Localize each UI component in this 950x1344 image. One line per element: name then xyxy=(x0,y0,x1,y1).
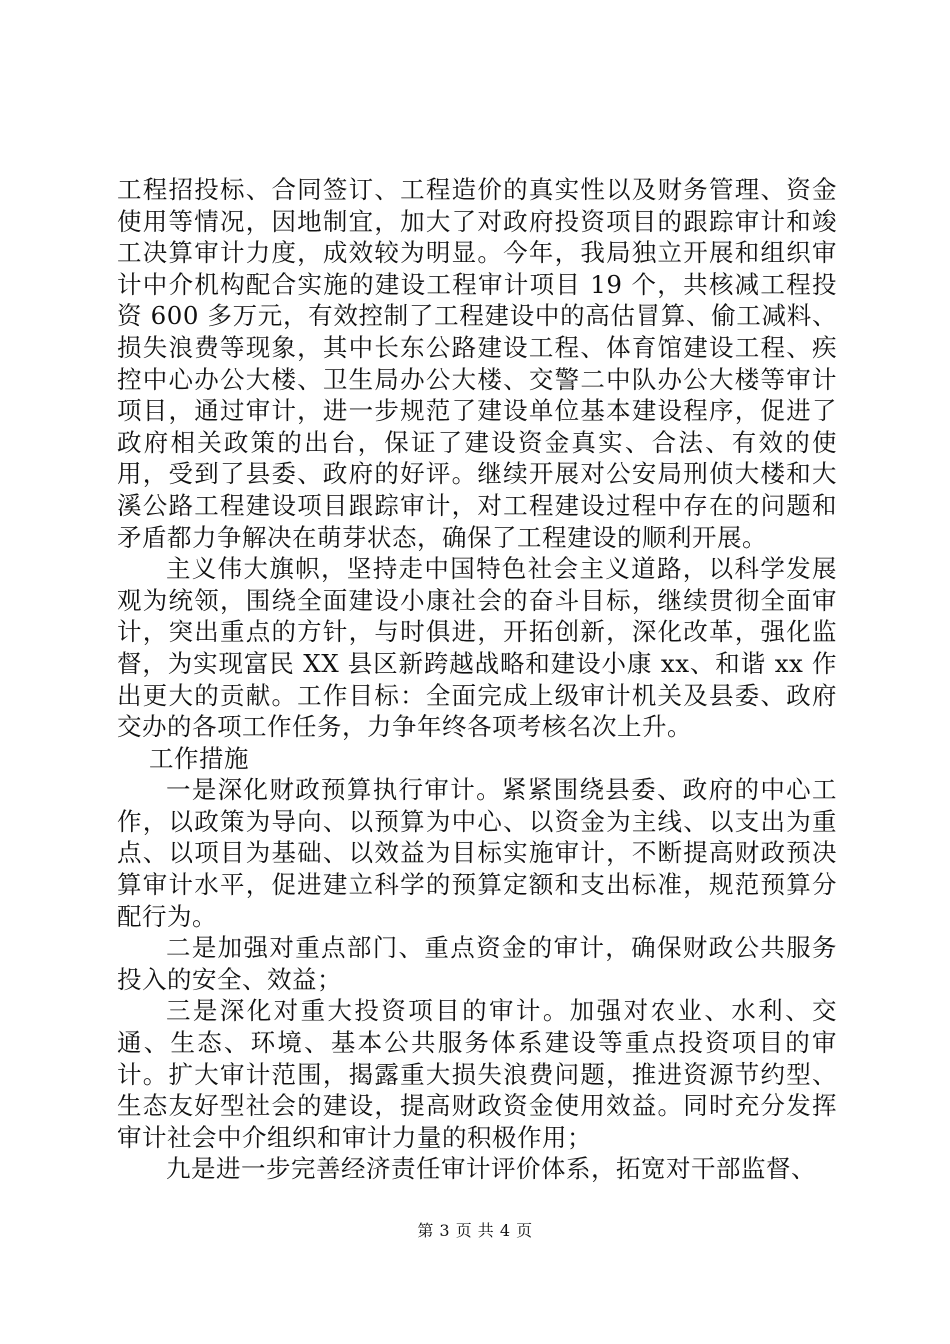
paragraph-measure-nine: 九是进一步完善经济责任审计评价体系，拓宽对干部监督、 xyxy=(166,1154,816,1184)
section-heading-measures: 工作措施 xyxy=(149,743,249,773)
paragraph-construction-audit: 工程招投标、合同签订、工程造价的真实性以及财务管理、资金使用等情况，因地制宜，加大了对政府投资项目的跟踪审计和竣工决算审计力度，成效较为明显。今年，我局独立开展和组织审计中介机构配合实施的建设工程审计项目 19 个，共核减工程投资 600 多万元，有效控制了工程建设中的高估冒算、偷工减料、损失浪费等现象，其中长东公路建设工程、体育馆建设工程、疾控中心办公大楼、卫生局办公大楼、交警二中队办公大楼等审计项目，通过审计，进一步规范了建设单位基本建设程序，促进了政府相关政策的出台，保证了建设资金真实、合法、有效的使用，受到了县委、政府的好评。继续开展对公安局刑侦大楼和大溪公路工程建设项目跟踪审计，对工程建设过程中存在的问题和矛盾都力争解决在萌芽状态，确保了工程建设的顺利开展。 xyxy=(117,175,837,552)
paragraph-measure-two: 二是加强对重点部门、重点资金的审计，确保财政公共服务投入的安全、效益； xyxy=(117,933,837,994)
paragraph-guiding-principles: 主义伟大旗帜，坚持走中国特色社会主义道路，以科学发展观为统领，围绕全面建设小康社会的奋斗目标，继续贯彻全面审计，突出重点的方针，与时俱进，开拓创新，深化改革，强化监督，为实现富民 XX 县区新跨越战略和建设小康 xx、和谐 xx 作出更大的贡献。工作目标：全面完成上级审计机关及县委、政府交办的各项工作任务，力争年终各项考核名次上升。 xyxy=(117,554,837,742)
document-body xyxy=(117,174,837,1185)
page-number-footer: 第 3 页 共 4 页 xyxy=(417,1221,533,1240)
paragraph-measure-one: 一是深化财政预算执行审计。紧紧围绕县委、政府的中心工作，以政策为导向、以预算为中心、以资金为主线、以支出为重点、以项目为基础、以效益为目标实施审计，不断提高财政预决算审计水平，促进建立科学的预算定额和支出标准，规范预算分配行为。 xyxy=(117,775,837,931)
paragraph-measure-three: 三是深化对重大投资项目的审计。加强对农业、水利、交通、生态、环境、基本公共服务体系建设等重点投资项目的审计。扩大审计范围，揭露重大损失浪费问题，推进资源节约型、生态友好型社会的建设，提高财政资金使用效益。同时充分发挥审计社会中介组织和审计力量的积极作用； xyxy=(117,996,837,1152)
